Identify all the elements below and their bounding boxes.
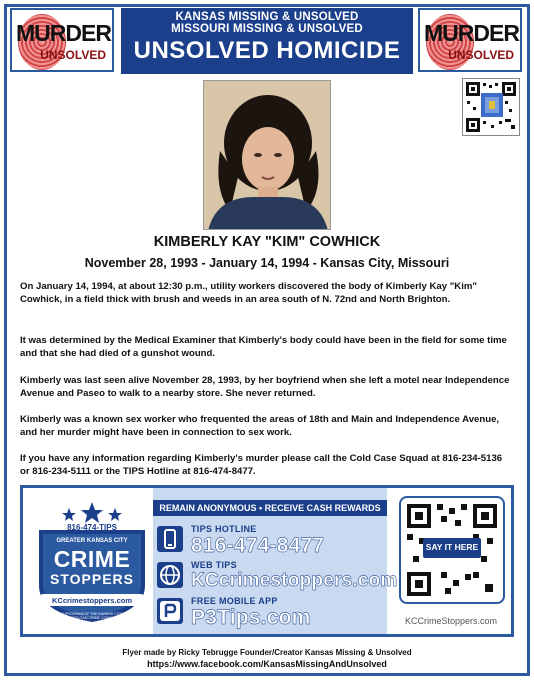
crime-stoppers-box [20,485,514,637]
victim-photo [203,80,331,230]
victim-name: KIMBERLY KAY "KIM" COWHICK [153,234,381,250]
banner-line-kansas: KANSAS MISSING & UNSOLVED [175,11,359,23]
logo-unsolved-text: UNSOLVED [40,48,106,62]
mobile-app-url[interactable]: P3Tips.com [191,606,311,629]
paragraph-medical-examiner: It was determined by the Medical Examiner that Kimberly's body could have been in the field for some time and that she had died of a gunshot wound. [20,335,507,360]
qr-say-it-here-badge: SAY IT HERE [425,542,479,552]
flyer-credit: Flyer made by Ricky Tebrugge Founder/Creator Kansas Missing & Unsolved [122,648,412,657]
paragraph-background: Kimberly was a known sex worker who frequented the areas of 18th and Main and Independence Avenue, and her murder might have been in connection to sex work. [20,414,500,439]
murder-unsolved-logo-left [10,8,114,72]
banner-line-missouri: MISSOURI MISSING & UNSOLVED [171,23,363,35]
mobile-app-row[interactable] [153,594,387,628]
facebook-link[interactable]: https://www.facebook.com/KansasMissingAndUnsolved [147,659,387,669]
paragraph-contact: If you have any information regarding Kimberly's murder please call the Cold Case Squad at 816-234-5136 or 816-234-5111 or the TIPS Hotline at 816-474-8477. [20,453,503,478]
cs-logo-area: GREATER KANSAS CITY [56,538,128,544]
logo-unsolved-text: UNSOLVED [448,48,514,62]
tips-hotline-number[interactable]: 816-474-8477 [191,534,325,557]
qr-code-icon[interactable] [462,78,520,136]
logo-murder-text: MURDER [16,20,111,46]
cs-logo-crime: CRIME [53,546,131,572]
logo-murder-text: MURDER [424,20,519,46]
mobile-app-label: FREE MOBILE APP [191,596,278,606]
paragraph-last-seen: Kimberly was last seen alive November 28, 1993, by her boyfriend when she left a motel near Independence Avenue and Paseo to walk to a nearby store. She never returned. [20,375,510,400]
tips-hotline-label: TIPS HOTLINE [191,524,257,534]
crime-stoppers-logo [33,500,151,626]
web-tips-label: WEB TIPS [191,560,237,570]
anonymous-rewards-banner: REMAIN ANONYMOUS • RECEIVE CASH REWARDS [153,500,387,516]
web-tips-row[interactable] [153,558,398,592]
qr-code-icon[interactable] [399,496,505,604]
cs-logo-phone: 816-474-TIPS [67,523,117,532]
cs-logo-footer: A PROGRAM OF THE KANSAS CITY METROPOLITAN CRIME COMMISSION [59,612,125,621]
tips-hotline-row[interactable] [153,522,387,556]
paragraph-discovery: On January 14, 1994, at about 12:30 p.m., utility workers discovered the body of Kimberly Kay "Kim" Cowhick, in a field thick with brush and weeds in an area south of N. 72nd and North Brighton. [20,281,477,306]
header-banner [121,8,413,74]
globe-icon [157,562,183,588]
app-icon [157,598,183,624]
cs-logo-site: KCcrimestoppers.com [51,596,133,605]
phone-icon [157,526,183,552]
crime-stoppers-info [153,488,398,634]
web-tips-url[interactable]: KCcrimestoppers.com [191,570,398,591]
murder-unsolved-logo-right [418,8,522,72]
crime-stoppers-qr-panel [393,494,509,630]
crime-stoppers-url[interactable]: KCCrimeStoppers.com [404,616,498,626]
cs-logo-stoppers: STOPPERS [50,571,134,587]
victim-dates-location: November 28, 1993 - January 14, 1994 - Kansas City, Missouri [84,256,450,270]
banner-title: UNSOLVED HOMICIDE [133,37,401,64]
